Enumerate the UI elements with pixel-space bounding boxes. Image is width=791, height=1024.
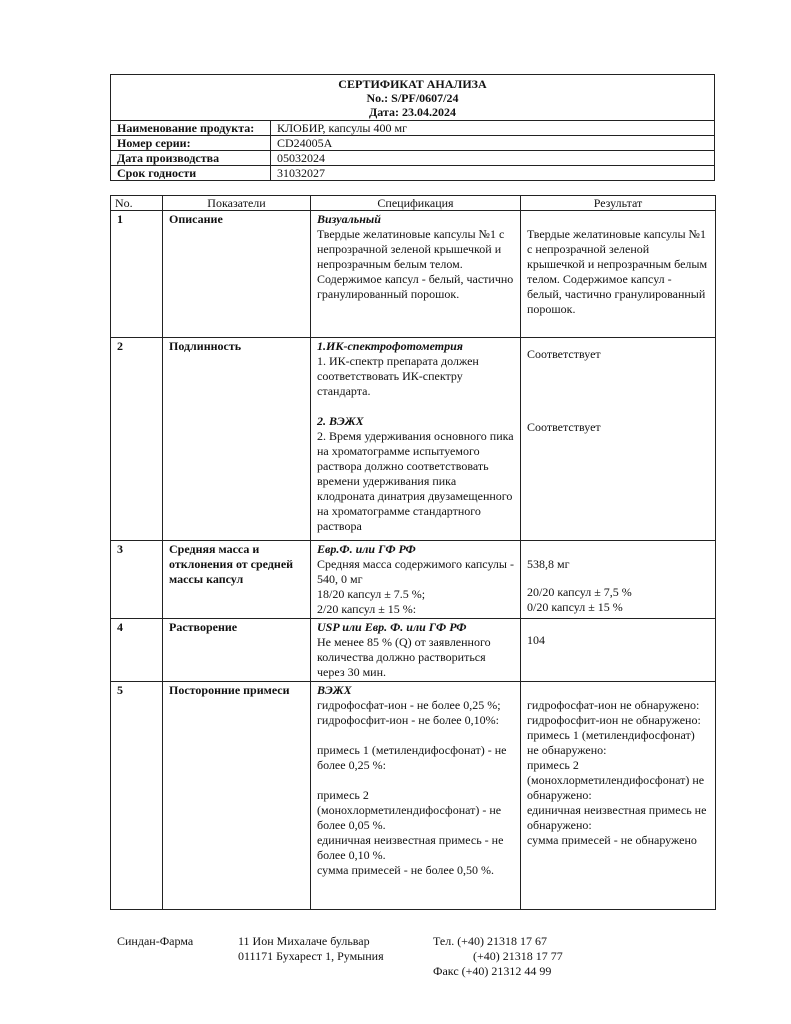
row-result <box>521 619 716 682</box>
spec-text: 18/20 капсул ± 7.5 %; <box>317 587 426 601</box>
footer-company: Синдан-Фарма <box>117 934 194 948</box>
row-result <box>521 541 716 619</box>
result-item: сумма примесей - не обнаружено <box>527 833 697 847</box>
result-item: гидрофосфит-ион не обнаружено: <box>527 713 701 727</box>
expiry-date-label: Срок годности <box>111 166 271 181</box>
result-item: единичная неизвестная примесь не обнаружено: <box>527 803 707 832</box>
row-result <box>521 682 716 910</box>
spec-item: примесь 1 (метилендифосфонат) - не более 0,25 %: <box>317 743 507 772</box>
row-number: 2 <box>111 338 163 541</box>
footer-address-line-1: 11 Ион Михалаче бульвар <box>238 934 370 948</box>
expiry-date-value: 31032027 <box>271 166 715 181</box>
row-number: 3 <box>111 541 163 619</box>
col-header-no: No. <box>111 196 163 211</box>
spec-method: USP или Евр. Ф. или ГФ РФ <box>317 620 467 634</box>
table-row <box>111 338 716 541</box>
row-specification <box>311 541 521 619</box>
certificate-title: СЕРТИФИКАТ АНАЛИЗА <box>338 77 487 91</box>
spec-item: примесь 2 (монохлорметилендифосфонат) - не более 0,05 %. <box>317 788 502 832</box>
manufacture-date-row <box>111 151 715 166</box>
analysis-table <box>110 195 716 910</box>
page-footer <box>0 934 791 994</box>
spec-method: 2. ВЭЖХ <box>317 414 364 428</box>
spec-item: сумма примесей - не более 0,50 %. <box>317 863 495 877</box>
spec-item: единичная неизвестная примесь - не более 0,10 %. <box>317 833 504 862</box>
certificate-heading <box>111 75 715 121</box>
result-text: Соответствует <box>527 347 601 361</box>
result-item: примесь 1 (метилендифосфонат) не обнаружено: <box>527 728 695 757</box>
certificate-date: Дата: 23.04.2024 <box>369 105 456 119</box>
spec-method: ВЭЖХ <box>317 683 352 697</box>
spec-method: Евр.Ф. или ГФ РФ <box>317 542 416 556</box>
col-header-result: Результат <box>521 196 716 211</box>
result-text: Твердые желатиновые капсулы №1 с непрозрачной зеленой крышечкой и непрозрачным белым телом. Содержимое капсул - белый, частично гранулированный порошок. <box>527 227 708 316</box>
product-name-row <box>111 121 715 136</box>
spec-text: Твердые желатиновые капсулы №1 с непрозрачной зеленой крышечкой и непрозрачным белым телом. Содержимое капсул - белый, частично гранулированный порошок. <box>317 227 514 301</box>
spec-method: 1.ИК-спектрофотометрия <box>317 339 463 353</box>
certificate-header-table <box>110 74 715 181</box>
footer-phone-1: Тел. (+40) 21318 17 67 <box>433 934 547 948</box>
row-specification <box>311 338 521 541</box>
spec-item: гидрофосфат-ион - не более 0,25 %; <box>317 698 501 712</box>
result-text: 0/20 капсул ± 15 % <box>527 600 623 614</box>
result-text: 20/20 капсул ± 7,5 % <box>527 585 632 599</box>
table-row <box>111 541 716 619</box>
row-parameter: Растворение <box>163 619 311 682</box>
footer-phone-2: (+40) 21318 17 77 <box>473 949 563 963</box>
spec-text: 2/20 капсул ± 15 %: <box>317 602 417 616</box>
batch-number-row <box>111 136 715 151</box>
row-number: 4 <box>111 619 163 682</box>
result-item: примесь 2 (монохлорметилендифосфонат) не обнаружено: <box>527 758 705 802</box>
spec-method: Визуальный <box>317 212 381 226</box>
spec-item: гидрофосфит-ион - не более 0,10%: <box>317 713 499 727</box>
spec-text: 1. ИК-спектр препарата должен соответствовать ИК-спектру стандарта. <box>317 354 479 398</box>
row-parameter: Подлинность <box>163 338 311 541</box>
result-item: гидрофосфат-ион не обнаружено: <box>527 698 700 712</box>
table-row <box>111 682 716 910</box>
table-header-row <box>111 196 716 211</box>
product-name-value: КЛОБИР, капсулы 400 мг <box>271 121 715 136</box>
row-specification <box>311 619 521 682</box>
row-parameter: Описание <box>163 211 311 338</box>
row-parameter: Средняя масса и отклонения от средней массы капсул <box>163 541 311 619</box>
spec-text: Средняя масса содержимого капсулы - 540, 0 мг <box>317 557 514 586</box>
result-text: 538,8 мг <box>527 557 570 571</box>
manufacture-date-value: 05032024 <box>271 151 715 166</box>
row-result <box>521 338 716 541</box>
row-specification <box>311 682 521 910</box>
manufacture-date-label: Дата производства <box>111 151 271 166</box>
row-result <box>521 211 716 338</box>
col-header-specification: Спецификация <box>311 196 521 211</box>
table-row <box>111 211 716 338</box>
spec-text: 2. Время удерживания основного пика на хроматограмме испытуемого раствора должно соответствовать времени удерживания пика клодроната динатрия двузамещенного на хроматограмме стандартного раствора <box>317 429 514 533</box>
expiry-date-row <box>111 166 715 181</box>
result-text: Соответствует <box>527 420 601 434</box>
row-number: 1 <box>111 211 163 338</box>
result-text: 104 <box>527 633 545 647</box>
certificate-number: No.: S/PF/0607/24 <box>366 91 459 105</box>
footer-address-line-2: 011171 Бухарест 1, Румыния <box>238 949 384 963</box>
batch-number-value: CD24005A <box>271 136 715 151</box>
col-header-parameter: Показатели <box>163 196 311 211</box>
spec-text: Не менее 85 % (Q) от заявленного количества должно раствориться через 30 мин. <box>317 635 491 679</box>
row-parameter: Посторонние примеси <box>163 682 311 910</box>
footer-fax: Факс (+40) 21312 44 99 <box>433 964 552 978</box>
table-row <box>111 619 716 682</box>
product-name-label: Наименование продукта: <box>111 121 271 136</box>
row-number: 5 <box>111 682 163 910</box>
row-specification <box>311 211 521 338</box>
batch-number-label: Номер серии: <box>111 136 271 151</box>
